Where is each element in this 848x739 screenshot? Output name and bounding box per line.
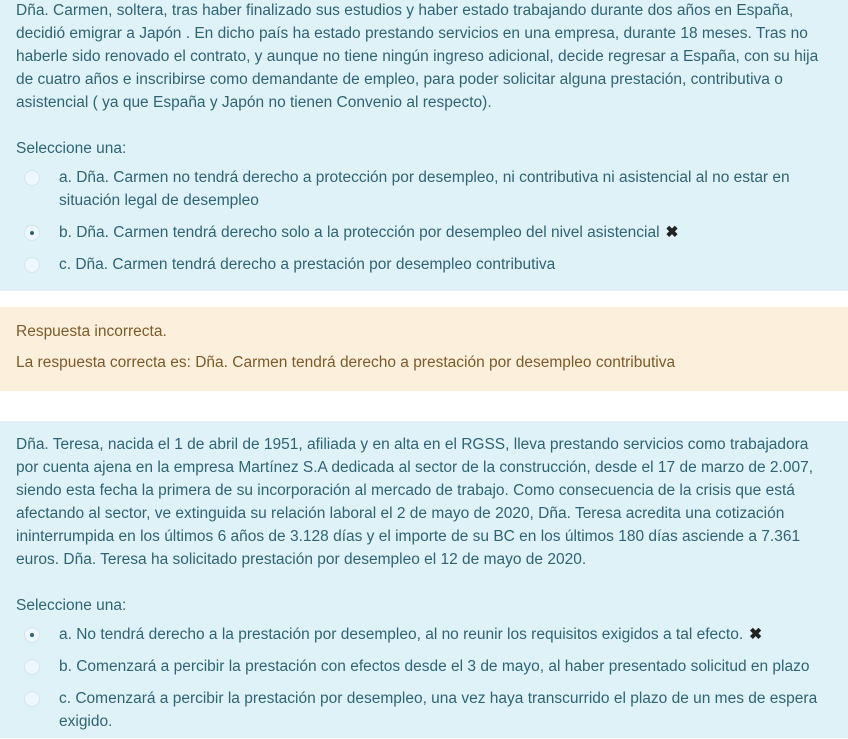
answer-option[interactable] [16, 687, 832, 733]
question-text: Dña. Carmen, soltera, tras haber finalizado sus estudios y haber estado trabajando durante dos años en España, decidió emigrar a Japón . En dicho país ha estado prestando servicios en una empresa, durante 18 meses. Tras no haberle sido renovado el contrato, y aunque no tiene ningún ingreso adicional, decide regresar a España, con su hija de cuatro años e inscribirse como demandante de empleo, para poder solicitar alguna prestación, contributiva o asistencial ( ya que España y Japón no tienen Convenio al respecto). [16, 2, 819, 111]
answer-option[interactable] [16, 623, 832, 646]
option-label: c. Dña. Carmen tendrá derecho a prestación por desempleo contributiva [59, 256, 556, 273]
question-1 [0, 0, 848, 291]
options [16, 166, 832, 276]
option-label: b. Comenzará a percibir la prestación con efectos desde el 3 de mayo, al haber presentado solicitud en plazo [59, 658, 810, 675]
answer-option[interactable] [16, 253, 832, 276]
radio-button[interactable] [24, 659, 40, 675]
question-2 [0, 421, 848, 738]
radio-button[interactable] [24, 257, 40, 273]
radio-button[interactable] [24, 170, 40, 186]
option-label: a. Dña. Carmen no tendrá derecho a protección por desempleo, ni contributiva ni asistencial al no estar en situación legal de desempleo [59, 169, 790, 209]
question-text: Dña. Teresa, nacida el 1 de abril de 1951, afiliada y en alta en el RGSS, lleva prestando servicios como trabajadora por cuenta ajena en la empresa Martínez S.A dedicada al sector de la construcción, desde el 17 de marzo de 2.007, siendo esta fecha la primera de su incorporación al mercado de trabajo. Como consecuencia de la crisis que está afectando al sector, ve extinguida su relación laboral el 2 de mayo de 2020, Dña. Teresa acredita una cotización ininterrumpida en los últimos 6 años de 3.128 días y el importe de su BC en los últimos 180 días asciende a 7.361 euros. Dña. Teresa ha solicitado prestación por desempleo el 12 de mayo de 2020. [16, 436, 814, 568]
feedback-box [0, 307, 848, 391]
radio-button[interactable] [24, 225, 40, 241]
option-label: a. No tendrá derecho a la prestación por desempleo, al no reunir los requisitos exigidos a tal efecto. [59, 626, 744, 643]
answer-option[interactable] [16, 655, 832, 678]
select-prompt: Seleccione una: [16, 140, 127, 157]
correct-answer: La respuesta correcta es: Dña. Carmen tendrá derecho a prestación por desempleo contributiva [16, 354, 676, 371]
radio-button[interactable] [24, 691, 40, 707]
options [16, 623, 832, 733]
answer-option[interactable] [16, 221, 832, 244]
option-label: c. Comenzará a percibir la prestación por desempleo, una vez haya transcurrido el plazo de un mes de espera exigido. [59, 690, 818, 730]
option-label: b. Dña. Carmen tendrá derecho solo a la protección por desempleo del nivel asistencial [59, 224, 660, 241]
feedback-status: Respuesta incorrecta. [16, 323, 167, 340]
select-prompt: Seleccione una: [16, 597, 127, 614]
answer-option[interactable] [16, 166, 832, 212]
incorrect-icon: ✖ [665, 224, 679, 241]
incorrect-icon: ✖ [749, 626, 763, 643]
radio-button[interactable] [24, 627, 40, 643]
